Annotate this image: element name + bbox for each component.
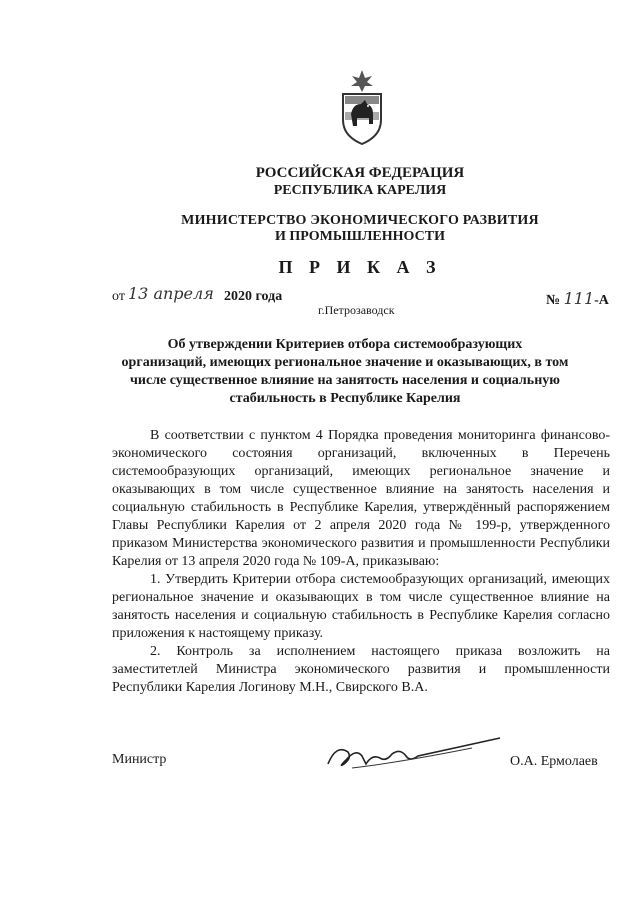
title-line: организаций, имеющих региональное значение и оказывающих, в том xyxy=(121,355,569,370)
document-type-title: П Р И К А З xyxy=(278,257,442,277)
number-prefix: № xyxy=(546,293,561,308)
title-line: Об утверждении Критериев отбора системообразующих xyxy=(167,337,523,352)
title-line: числе существенное влияние на занятость населения и социальную xyxy=(130,373,560,388)
handwritten-signature xyxy=(322,734,502,776)
number-suffix: -А xyxy=(594,293,609,308)
signatory-name: О.А. Ермолаев xyxy=(510,754,598,769)
order-body xyxy=(112,427,610,697)
body-paragraph: В соответствии с пунктом 4 Порядка проведения мониторинга финансово-экономического состояния организаций, включенных в Перечень системообразующих организаций, имеющих региональное значение и оказывающих в том числе существенное влияние на занятость населения и социальную стабильность в Республике Карелия, утверждённый распоряжением Главы Республики Карелия от 2 апреля 2020 года № 199-р, утвержденного приказом Министерства экономического развития и промышленности Республики Карелия от 13 апреля 2020 года № 109-А, приказываю: xyxy=(112,428,610,569)
order-number xyxy=(546,289,609,309)
city-label: г.Петрозаводск xyxy=(318,303,395,317)
body-paragraph: 2. Контроль за исполнением настоящего приказа возложить на заместитетлей Министра экономического развития и промышленности Республики Карелия Логинову М.Н., Свирского В.А. xyxy=(112,644,610,695)
title-line: стабильность в Республике Карелия xyxy=(229,391,461,406)
handwritten-number: 111 xyxy=(563,289,595,308)
ministry-heading-line2: И ПРОМЫШЛЕННОСТИ xyxy=(275,229,445,244)
country-heading: РОССИЙСКАЯ ФЕДЕРАЦИЯ xyxy=(255,165,465,181)
signatory-role: Министр xyxy=(112,752,167,767)
date-prefix: от xyxy=(112,289,125,304)
body-paragraph: 1. Утвердить Критерии отбора системообразующих организаций, имеющих региональное значение и оказывающих в том числе существенное влияние на занятость населения и социальную стабильность в Республике Карелия согласно приложения к настоящему приказу. xyxy=(112,572,610,641)
ministry-heading-line1: МИНИСТЕРСТВО ЭКОНОМИЧЕСКОГО РАЗВИТИЯ xyxy=(181,213,539,228)
coat-of-arms-icon xyxy=(339,68,385,146)
date-year: 2020 года xyxy=(224,289,283,304)
order-title xyxy=(110,336,580,408)
handwritten-date: 13 апреля xyxy=(128,284,214,303)
republic-heading: РЕСПУБЛИКА КАРЕЛИЯ xyxy=(273,183,447,198)
